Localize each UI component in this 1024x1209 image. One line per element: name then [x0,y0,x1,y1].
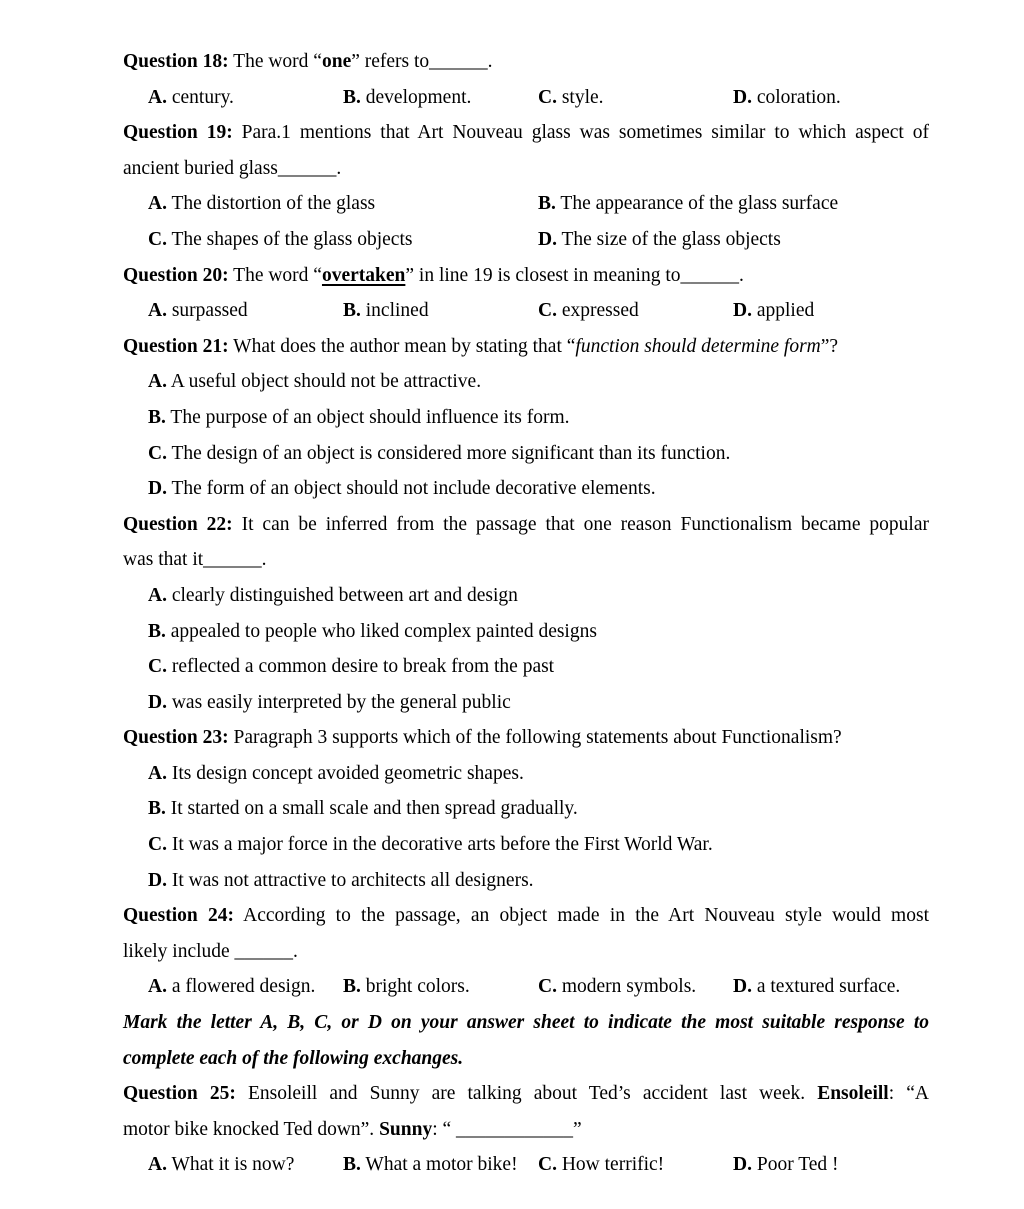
question-20-options [123,293,929,329]
option-a: A. surpassed [148,300,248,322]
question-19: Question 19: Para.1 mentions that Art Nouveau glass was sometimes similar to which aspect of [123,122,929,144]
question-22-continued: was that it______. [123,549,267,571]
question-label: Question 18: [123,51,229,72]
option-c: C. modern symbols. [538,976,697,998]
option-d: D. The size of the glass objects [538,228,781,250]
option-d: D. It was not attractive to architects all designers. [148,869,534,891]
question-23: Question 23: Paragraph 3 supports which of the following statements about Functionalism? [123,727,842,749]
option-a: A. a flowered design. [148,976,316,998]
option-b: B. appealed to people who liked complex painted designs [148,620,597,642]
option-b: B. bright colors. [343,976,470,998]
option-b: B. What a motor bike! [343,1154,518,1176]
key-word: one [321,51,352,72]
speaker-name: Ensoleill [817,1083,889,1105]
option-c: C. It was a major force in the decorative arts before the First World War. [148,834,713,856]
question-19-continued: ancient buried glass______. [123,157,342,179]
question-25: Question 25: Ensoleill and Sunny are talking about Ted’s accident last week. Ensoleill: “A [123,1083,929,1105]
question-22: Question 22: It can be inferred from the passage that one reason Functionalism became popular [123,513,929,535]
question-label: Question 24: [123,905,234,927]
option-d: D. The form of an object should not include decorative elements. [148,478,656,500]
speaker-name: Sunny [379,1118,433,1140]
option-b: B. The appearance of the glass surface [538,193,839,215]
option-b: B. The purpose of an object should influence its form. [148,406,570,428]
option-b: B. development. [343,86,472,108]
quoted-phrase: function should determine form [575,335,821,357]
option-b: B. It started on a small scale and then spread gradually. [148,798,578,820]
section-instruction-continued: complete each of the following exchanges. [123,1047,464,1069]
question-19-options-ab [123,186,929,222]
option-c: C. How terrific! [538,1154,665,1176]
option-a: A. What it is now? [148,1154,295,1176]
question-label: Question 22: [123,513,233,535]
option-a: A. Its design concept avoided geometric shapes. [148,762,524,784]
question-20: Question 20: The word “overtaken” in line 19 is closest in meaning to______. [123,264,744,286]
key-word-underlined: overtaken [321,264,406,286]
question-25-continued: motor bike knocked Ted down”. Sunny: “ ____________” [123,1118,582,1140]
option-a: A. century. [148,86,234,108]
question-21: Question 21: What does the author mean by stating that “function should determine form”? [123,335,839,357]
option-a: A. The distortion of the glass [148,193,376,215]
question-label: Question 21: [123,335,229,357]
option-d: D. coloration. [733,86,841,108]
option-c: C. The shapes of the glass objects [148,228,413,250]
question-label: Question 23: [123,727,229,749]
question-24: Question 24: According to the passage, an object made in the Art Nouveau style would most [123,905,929,927]
question-18-options [123,80,929,116]
question-25-options [123,1147,929,1183]
section-instruction: Mark the letter A, B, C, or D on your answer sheet to indicate the most suitable response to [123,1012,929,1034]
exam-page [123,44,929,1183]
question-24-continued: likely include ______. [123,940,298,962]
option-d: D. applied [733,300,815,322]
option-d: D. was easily interpreted by the general public [148,691,511,713]
option-b: B. inclined [343,300,429,322]
question-18: Question 18: The word “one” refers to______. [123,51,493,72]
question-label: Question 19: [123,122,233,144]
question-label: Question 20: [123,264,229,286]
option-c: C. reflected a common desire to break from the past [148,656,555,678]
option-c: C. The design of an object is considered more significant than its function. [148,442,731,464]
option-c: C. expressed [538,300,639,322]
question-19-options-cd [123,222,929,258]
option-c: C. style. [538,86,604,108]
option-d: D. a textured surface. [733,976,901,998]
option-d: D. Poor Ted ! [733,1154,839,1176]
question-label: Question 25: [123,1083,236,1105]
option-a: A. A useful object should not be attractive. [148,371,482,393]
question-24-options [123,969,929,1005]
option-a: A. clearly distinguished between art and design [148,584,518,606]
